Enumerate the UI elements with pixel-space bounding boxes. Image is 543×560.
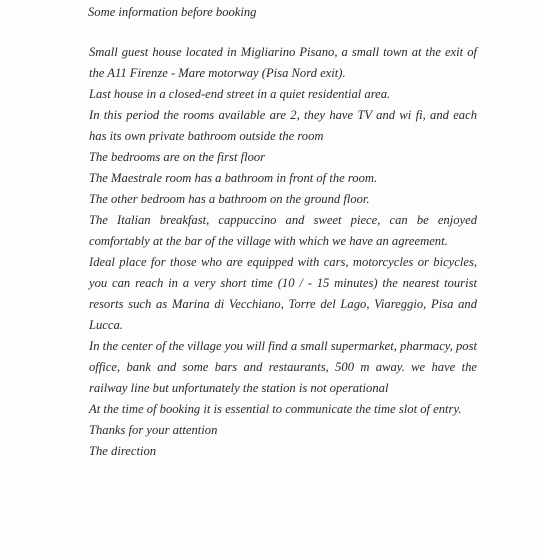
paragraph-ideal-place: Ideal place for those who are equipped with cars, motorcycles or bicycles, you can reach in a very short time (10 / - 15 minutes) the nearest tourist resorts such as Marina di Vecchiano, Torre del Lago, Viareggio, Pisa and Lucca.: [89, 255, 477, 332]
paragraph-booking-time: At the time of booking it is essential to communicate the time slot of entry.: [89, 402, 462, 416]
paragraph-first-floor: The bedrooms are on the first floor: [89, 150, 266, 164]
document-heading: Some information before booking: [88, 5, 257, 19]
paragraph-village-center: In the center of the village you will find a small supermarket, pharmacy, post office, bank and some bars and restaurants, 500 m away. we have the railway line but unfortunately the station is not operational: [89, 339, 477, 395]
paragraph-other-bedroom: The other bedroom has a bathroom on the ground floor.: [89, 192, 370, 206]
paragraph-signature: The direction: [89, 444, 157, 458]
paragraph-last-house: Last house in a closed-end street in a quiet residential area.: [89, 87, 391, 101]
document-body: [89, 42, 477, 462]
paragraph-thanks: Thanks for your attention: [89, 423, 218, 437]
paragraph-location: Small guest house located in Migliarino Pisano, a small town at the exit of the A11 Firenze - Mare motorway (Pisa Nord exit).: [89, 45, 477, 80]
paragraph-rooms: In this period the rooms available are 2, they have TV and wi fi, and each has its own private bathroom outside the room: [89, 108, 477, 143]
paragraph-maestrale-room: The Maestrale room has a bathroom in front of the room.: [89, 171, 378, 185]
paragraph-breakfast: The Italian breakfast, cappuccino and sweet piece, can be enjoyed comfortably at the bar of the village with which we have an agreement.: [89, 213, 477, 248]
